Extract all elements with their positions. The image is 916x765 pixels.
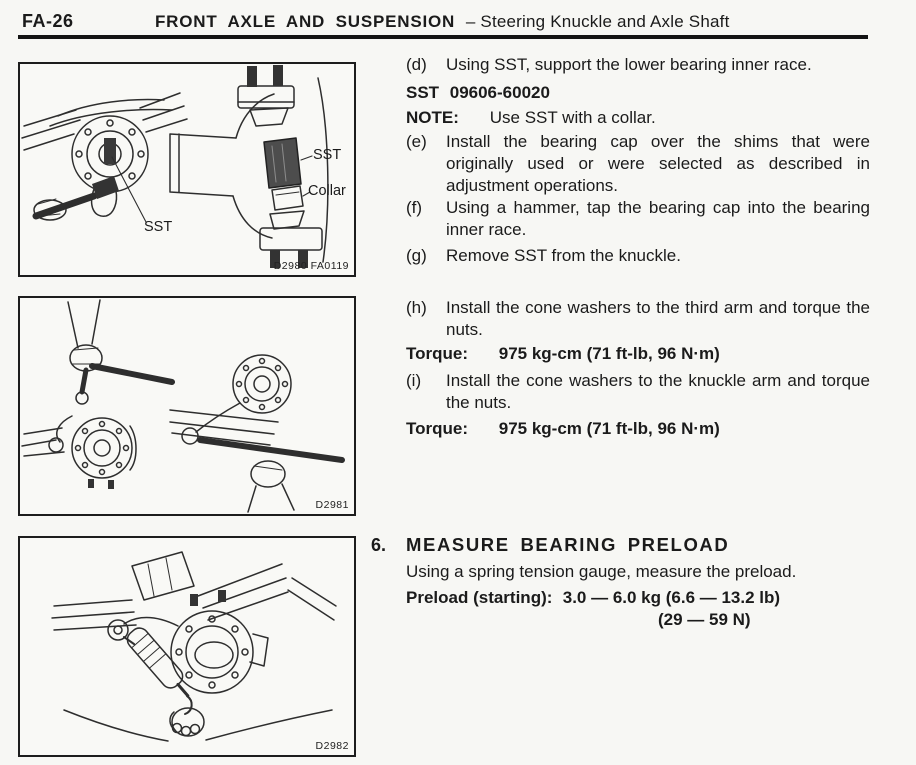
note-line bbox=[406, 107, 656, 129]
step-item-d bbox=[406, 54, 870, 76]
step-label: (g) bbox=[406, 246, 427, 265]
figure-code: D2981 bbox=[315, 499, 349, 511]
torque-spec-knuckle-arm bbox=[406, 418, 720, 440]
collar-label: Collar bbox=[308, 183, 346, 199]
step-text: Using a hammer, tap the bearing cap into the bearing inner race. bbox=[446, 198, 870, 239]
section-heading: MEASURE BEARING PRELOAD bbox=[406, 534, 730, 555]
figure-d2980 bbox=[18, 62, 356, 277]
step-text: Install the cone washers to the third arm and torque the nuts. bbox=[446, 298, 870, 339]
section-intro: Using a spring tension gauge, measure the preload. bbox=[406, 562, 797, 581]
section-title: FRONT AXLE AND SUSPENSION bbox=[155, 12, 456, 31]
header-rule bbox=[18, 35, 868, 39]
step-item-f bbox=[406, 197, 870, 241]
preload-spec bbox=[406, 588, 780, 608]
step-label: (e) bbox=[406, 132, 427, 151]
section-number: 6. bbox=[371, 535, 387, 555]
section-subtitle: – Steering Knuckle and Axle Shaft bbox=[465, 12, 730, 31]
preload-value-newtons: (29 — 59 N) bbox=[658, 610, 751, 629]
figure-code: D2980 FA0119 bbox=[273, 260, 349, 272]
figure-code: D2982 bbox=[315, 740, 349, 752]
torque-label: Torque: bbox=[406, 344, 469, 363]
note-label: NOTE: bbox=[406, 108, 459, 127]
step-label: (h) bbox=[406, 298, 427, 317]
sst-spec bbox=[406, 82, 550, 104]
sst-spec-label: SST bbox=[406, 83, 440, 102]
step-text: Install the bearing cap over the shims that were originally used or were selected as described in adjustment operations. bbox=[446, 132, 870, 195]
step-label: (f) bbox=[406, 198, 423, 217]
figure-d2982 bbox=[18, 536, 356, 757]
sst-support-illustration bbox=[20, 64, 354, 275]
sst-spec-value: 09606-60020 bbox=[449, 83, 550, 102]
torque-nuts-illustration bbox=[20, 298, 354, 514]
page-number: FA-26 bbox=[22, 11, 74, 31]
page-title bbox=[155, 12, 730, 32]
step-item-h bbox=[406, 297, 870, 341]
note-text: Use SST with a collar. bbox=[489, 108, 656, 127]
step-text: Remove SST from the knuckle. bbox=[446, 246, 681, 265]
preload-gauge-illustration bbox=[20, 538, 354, 755]
torque-value: 975 kg-cm (71 ft-lb, 96 N·m) bbox=[498, 344, 720, 363]
step-item-g bbox=[406, 245, 870, 267]
step-item-i bbox=[406, 370, 870, 414]
step-text: Using SST, support the lower bearing inner race. bbox=[446, 55, 812, 74]
step-text: Install the cone washers to the knuckle arm and torque the nuts. bbox=[446, 371, 870, 412]
step-label: (d) bbox=[406, 55, 427, 74]
sst-tool-label: SST bbox=[313, 147, 342, 163]
preload-value: 3.0 — 6.0 kg (6.6 — 13.2 lb) bbox=[562, 588, 781, 607]
sst-callout-label: SST bbox=[144, 219, 173, 235]
preload-label: Preload (starting): bbox=[406, 588, 553, 607]
step-label: (i) bbox=[406, 371, 422, 390]
figure-d2981 bbox=[18, 296, 356, 516]
step-item-e bbox=[406, 131, 870, 197]
torque-value: 975 kg-cm (71 ft-lb, 96 N·m) bbox=[498, 419, 720, 438]
torque-label: Torque: bbox=[406, 419, 469, 438]
torque-spec-third-arm bbox=[406, 343, 720, 365]
